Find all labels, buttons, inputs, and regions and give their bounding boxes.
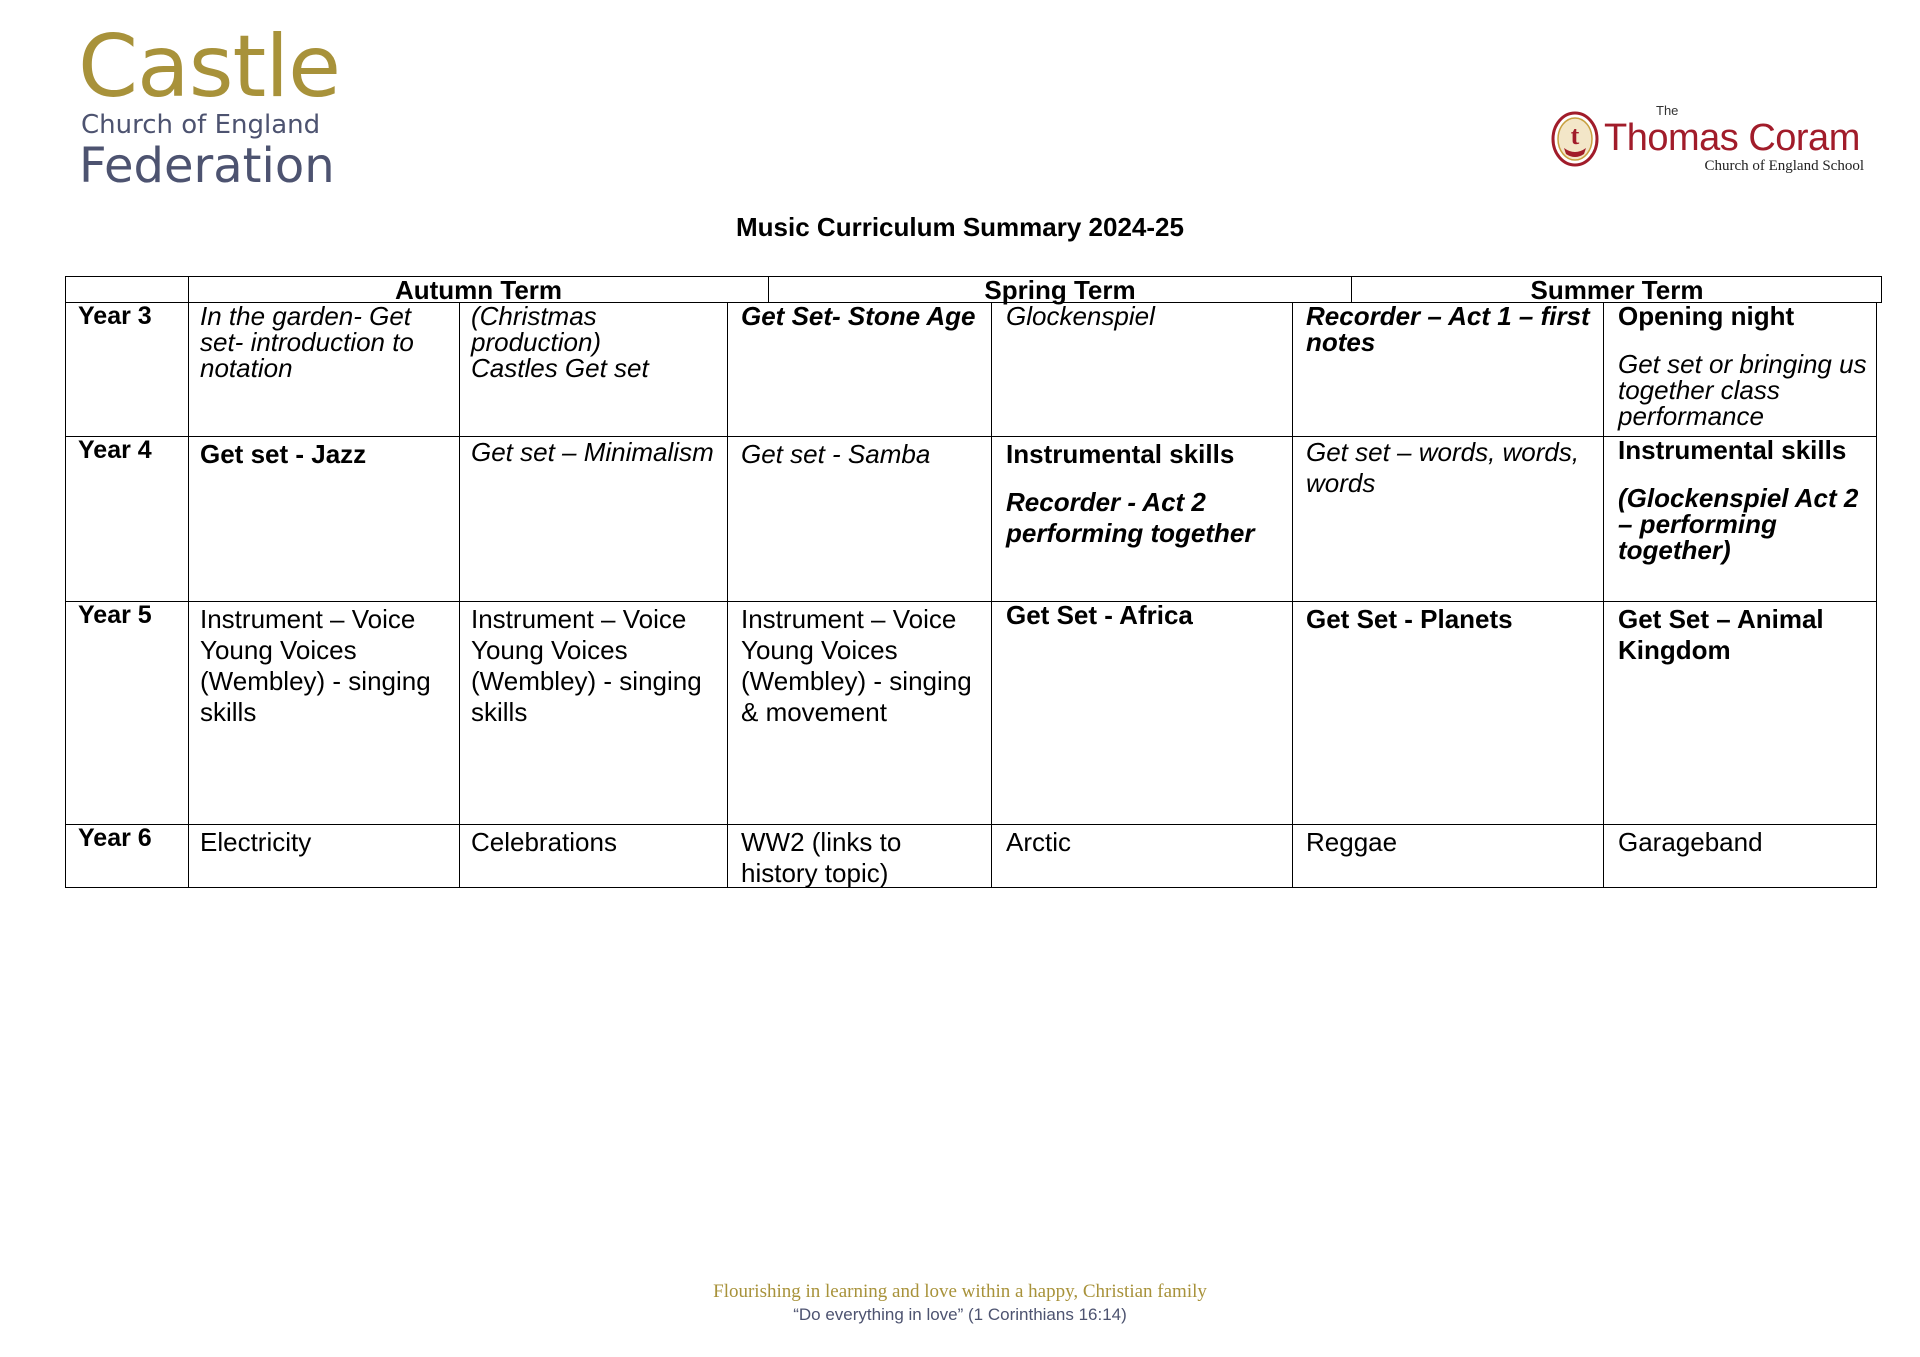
y5-autumn-1-line1: Instrument – Voice (200, 604, 416, 634)
y4-summer-2 (1618, 437, 1873, 563)
castle-logo-word: Castle (78, 17, 341, 117)
curriculum-table (65, 302, 1877, 888)
y3-autumn-2-line2: Castles Get set (471, 353, 649, 383)
y5-summer-2: Get Set – Animal Kingdom (1618, 604, 1824, 665)
y6-spring-1: WW2 (links to history topic) (741, 827, 902, 888)
thomas-coram-logo (1550, 104, 1880, 174)
header-summer-term: Summer Term (1530, 275, 1704, 305)
y3-summer-1: Recorder – Act 1 – first notes (1306, 301, 1590, 357)
y5-spring-1 (741, 604, 986, 728)
header-autumn-term: Autumn Term (189, 277, 769, 302)
y6-autumn-2: Celebrations (471, 827, 617, 857)
table-divider (66, 436, 1876, 437)
year-3-label: Year 3 (78, 302, 152, 330)
y3-spring-2: Glockenspiel (1006, 301, 1155, 331)
table-divider (1292, 303, 1293, 887)
y5-spring-1-line2: Young Voices (Wembley) - singing & movement (741, 635, 972, 727)
coram-subtitle: Church of England School (1704, 158, 1864, 174)
y3-summer-2 (1618, 303, 1873, 429)
footer-motto: Flourishing in learning and love within a happy, Christian family (713, 1281, 1207, 1302)
table-divider (459, 303, 460, 887)
table-divider (188, 303, 189, 887)
header-spring-term: Spring Term (769, 277, 1352, 302)
y3-autumn-2-line1: (Christmas production) (471, 301, 602, 357)
coram-the: The (1656, 103, 1679, 118)
castle-federation-logo (78, 17, 358, 194)
footer (0, 1280, 1920, 1326)
year-5-label: Year 5 (78, 601, 152, 629)
y4-spring-2-text: Recorder - Act 2 performing together (1006, 487, 1255, 548)
footer-verse: “Do everything in love” (1 Corinthians 16:14) (793, 1305, 1127, 1324)
y6-spring-2: Arctic (1006, 827, 1071, 857)
y3-summer-2-text: Get set or bringing us together class performance (1618, 349, 1867, 431)
y5-spring-1-line1: Instrument – Voice (741, 604, 957, 634)
y3-spring-1: Get Set- Stone Age (741, 301, 976, 331)
y4-summer-2-text: (Glockenspiel Act 2 – performing together) (1618, 483, 1859, 565)
y5-autumn-2-line2: Young Voices (Wembley) - singing skills (471, 635, 702, 727)
term-header-row (65, 276, 1882, 303)
table-divider (66, 601, 1876, 602)
y6-summer-2: Garageband (1618, 827, 1763, 857)
y4-summer-2-heading: Instrumental skills (1618, 435, 1847, 465)
table-divider (727, 303, 728, 887)
header-blank-cell (66, 277, 189, 302)
y3-autumn-1: In the garden- Get set- introduction to notation (200, 301, 414, 383)
y5-autumn-1-line2: Young Voices (Wembley) - singing skills (200, 635, 431, 727)
year-6-label: Year 6 (78, 824, 152, 852)
year-4-label: Year 4 (78, 436, 152, 464)
y5-autumn-2 (471, 604, 723, 728)
castle-logo-federation: Federation (79, 138, 335, 194)
y6-summer-1: Reggae (1306, 827, 1398, 857)
y3-summer-2-heading: Opening night (1618, 301, 1795, 331)
castle-logo-subtitle: Church of England (81, 110, 321, 140)
y4-spring-1: Get set - Samba (741, 439, 931, 469)
table-divider (991, 303, 992, 887)
y5-spring-2: Get Set - Africa (1006, 600, 1193, 630)
y4-autumn-2: Get set – Minimalism (471, 437, 714, 467)
svg-text:t: t (1570, 121, 1580, 150)
coram-name: Thomas Coram (1604, 117, 1860, 159)
y4-spring-2 (1006, 441, 1286, 549)
y5-autumn-1 (200, 604, 455, 728)
y4-autumn-1: Get set - Jazz (200, 439, 367, 469)
y3-autumn-2 (471, 303, 721, 381)
page-title: Music Curriculum Summary 2024-25 (736, 212, 1184, 242)
table-divider (1603, 303, 1604, 887)
table-divider (66, 824, 1876, 825)
y4-summer-1: Get set – words, words, words (1306, 437, 1580, 498)
coram-emblem-icon (1550, 110, 1600, 168)
y5-summer-1: Get Set - Planets (1306, 604, 1513, 634)
y5-autumn-2-line1: Instrument – Voice (471, 604, 687, 634)
y6-autumn-1: Electricity (200, 827, 312, 857)
y4-spring-2-heading: Instrumental skills (1006, 439, 1235, 469)
